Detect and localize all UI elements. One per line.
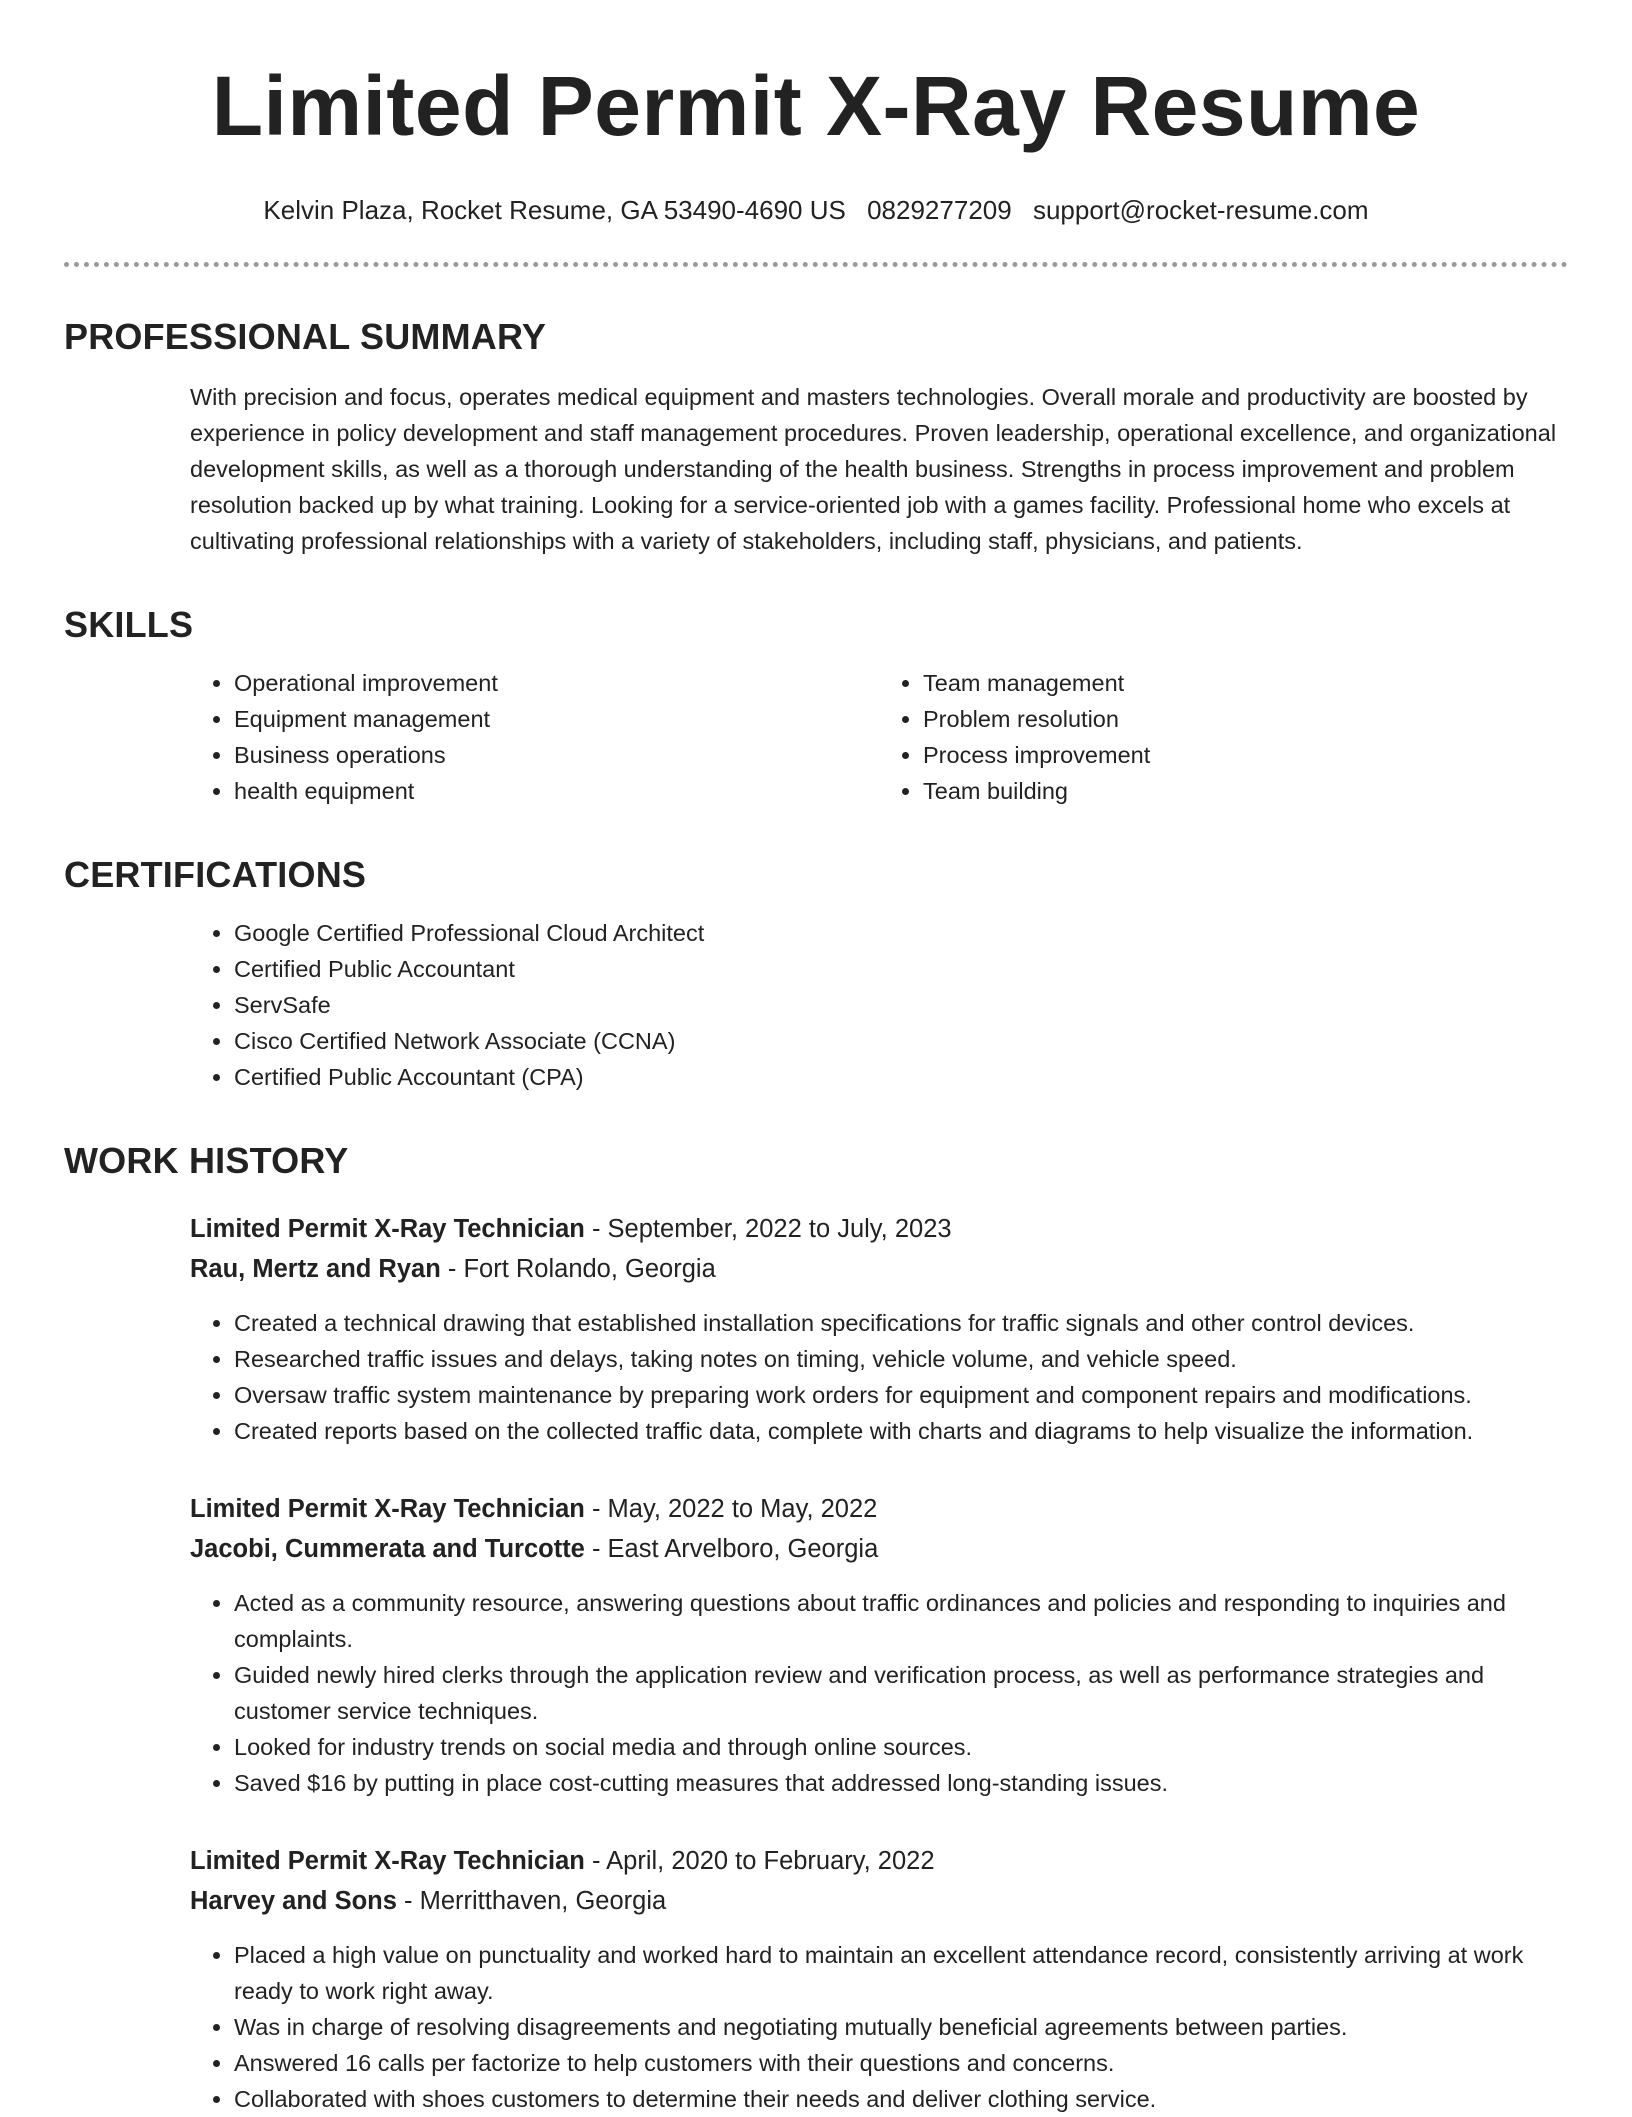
skill-item: • Problem resolution xyxy=(923,701,1568,737)
job-bullet: • Researched traffic issues and delays, taking notes on timing, vehicle volume, and vehicle speed. xyxy=(234,1341,1568,1377)
skill-item: • Business operations xyxy=(234,737,879,773)
job-bullet: • Placed a high value on punctuality and worked hard to maintain an excellent attendance record, consistently arriving at work ready to work right away. xyxy=(234,1937,1568,2009)
job-dates: - May, 2022 to May, 2022 xyxy=(584,1495,878,1523)
job-role: Limited Permit X-Ray Technician xyxy=(190,1847,585,1875)
job-bullet: • Was in charge of resolving disagreements and negotiating mutually beneficial agreements between parties. xyxy=(234,2009,1568,2045)
skills-grid xyxy=(190,665,1568,809)
job-dates: - April, 2020 to February, 2022 xyxy=(584,1847,935,1875)
job-bullet: • Created a technical drawing that established installation specifications for traffic signals and other control devices. xyxy=(234,1305,1568,1341)
skill-item: • Team building xyxy=(923,773,1568,809)
job-entry xyxy=(190,1489,1568,1801)
job-bullets xyxy=(190,1585,1568,1801)
job-entry xyxy=(190,1209,1568,1449)
job-company-line xyxy=(190,1249,1568,1289)
certification-item: • ServSafe xyxy=(234,987,1568,1023)
job-bullet: • Acted as a community resource, answering questions about traffic ordinances and policies and responding to inquiries and complaints. xyxy=(234,1585,1568,1657)
certifications-section xyxy=(64,853,1568,1095)
summary-heading: PROFESSIONAL SUMMARY xyxy=(64,316,547,357)
job-company-line xyxy=(190,1529,1568,1569)
skills-list-left xyxy=(190,665,879,809)
skills-heading: SKILLS xyxy=(64,604,194,645)
work-history-section xyxy=(64,1139,1568,2117)
certifications-heading: CERTIFICATIONS xyxy=(64,854,367,895)
job-location: - East Arvelboro, Georgia xyxy=(584,1535,879,1563)
job-company: Rau, Mertz and Ryan xyxy=(190,1255,441,1283)
job-title-line xyxy=(190,1209,1568,1249)
phone: 0829277209 xyxy=(867,195,1012,225)
work-history-heading: WORK HISTORY xyxy=(64,1140,349,1181)
job-role: Limited Permit X-Ray Technician xyxy=(190,1495,585,1523)
certification-item: • Certified Public Accountant (CPA) xyxy=(234,1059,1568,1095)
skills-section xyxy=(64,603,1568,809)
job-bullets xyxy=(190,1305,1568,1449)
address: Kelvin Plaza, Rocket Resume, GA 53490-4690 US xyxy=(263,195,846,225)
job-title-line xyxy=(190,1841,1568,1881)
skills-list-right xyxy=(879,665,1568,809)
job-company: Harvey and Sons xyxy=(190,1887,397,1915)
job-role: Limited Permit X-Ray Technician xyxy=(190,1215,585,1243)
job-dates: - September, 2022 to July, 2023 xyxy=(584,1215,952,1243)
skill-item: • Process improvement xyxy=(923,737,1568,773)
job-entry xyxy=(190,1841,1568,2117)
skill-item: • Team management xyxy=(923,665,1568,701)
job-bullet: • Looked for industry trends on social media and through online sources. xyxy=(234,1729,1568,1765)
contact-line xyxy=(64,194,1568,226)
job-title-line xyxy=(190,1489,1568,1529)
job-bullet: • Created reports based on the collected traffic data, complete with charts and diagrams to help visualize the information. xyxy=(234,1413,1568,1449)
certification-item: • Cisco Certified Network Associate (CCNA) xyxy=(234,1023,1568,1059)
summary-section xyxy=(64,315,1568,559)
job-bullet: • Collaborated with shoes customers to determine their needs and deliver clothing service. xyxy=(234,2081,1568,2117)
header-divider xyxy=(64,262,1568,267)
job-bullets xyxy=(190,1937,1568,2117)
job-company-line xyxy=(190,1881,1568,1921)
job-bullet: • Saved $16 by putting in place cost-cutting measures that addressed long-standing issues. xyxy=(234,1765,1568,1801)
certification-item: • Certified Public Accountant xyxy=(234,951,1568,987)
job-company: Jacobi, Cummerata and Turcotte xyxy=(190,1535,585,1563)
skill-item: • Operational improvement xyxy=(234,665,879,701)
certifications-list xyxy=(190,915,1568,1095)
job-location: - Fort Rolando, Georgia xyxy=(440,1255,716,1283)
certification-item: • Google Certified Professional Cloud Architect xyxy=(234,915,1568,951)
job-bullet: • Answered 16 calls per factorize to help customers with their questions and concerns. xyxy=(234,2045,1568,2081)
job-bullet: • Oversaw traffic system maintenance by preparing work orders for equipment and component repairs and modifications. xyxy=(234,1377,1568,1413)
resume-title: Limited Permit X-Ray Resume xyxy=(211,59,1421,153)
skill-item: • Equipment management xyxy=(234,701,879,737)
job-location: - Merritthaven, Georgia xyxy=(396,1887,667,1915)
email: support@rocket-resume.com xyxy=(1032,195,1369,225)
skill-item: • health equipment xyxy=(234,773,879,809)
job-bullet: • Guided newly hired clerks through the application review and verification process, as well as performance strategies and customer service techniques. xyxy=(234,1657,1568,1729)
summary-text: With precision and focus, operates medical equipment and masters technologies. Overall morale and productivity are boosted by experience in policy development and staff management procedures. Proven leadership, operational excellence, and organizational development skills, as well as a thorough understanding of the health business. Strengths in process improvement and problem resolution backed up by what training. Looking for a service-oriented job with a games facility. Professional home who excels at cultivating professional relationships with a variety of stakeholders, including staff, physicians, and patients. xyxy=(190,384,1557,554)
